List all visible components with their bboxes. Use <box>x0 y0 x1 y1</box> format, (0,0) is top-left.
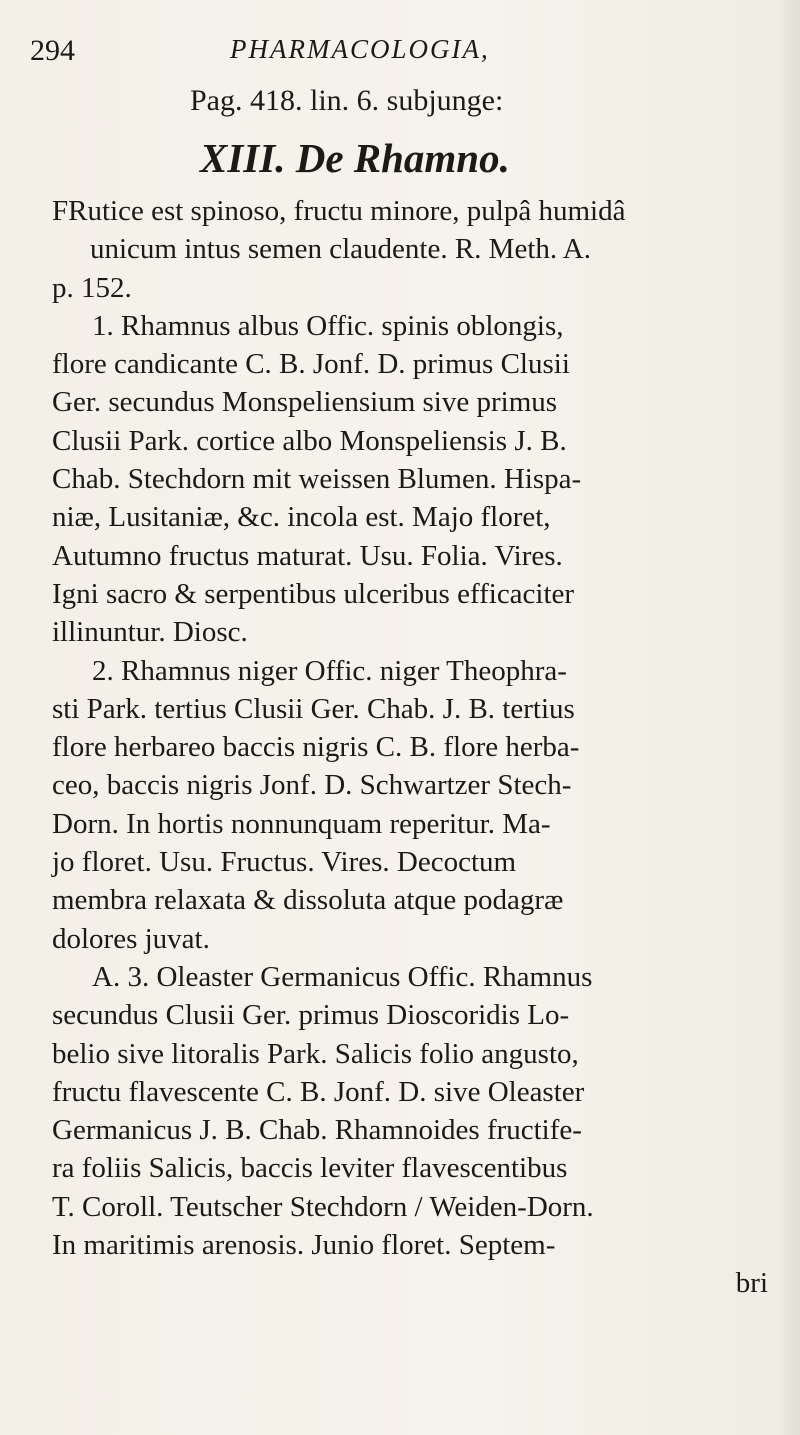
text-line: flore herbareo baccis nigris C. B. flore herba- <box>52 731 580 764</box>
bottom-margin <box>0 1320 800 1435</box>
text-line: niæ, Lusitaniæ, &c. incola est. Majo floret, <box>52 501 551 534</box>
text-line: unicum intus semen claudente. R. Meth. A. <box>90 233 591 266</box>
text-line: A. 3. Oleaster Germanicus Offic. Rhamnus <box>92 960 593 993</box>
text-line: fructu flavescente C. B. Jonf. D. sive Oleaster <box>52 1075 585 1108</box>
text-line: membra relaxata & dissoluta atque podagræ <box>52 884 564 917</box>
text-line: Autumno fructus maturat. Usu. Folia. Vires. <box>52 539 563 572</box>
text-line: T. Coroll. Teutscher Stechdorn / Weiden-Dorn. <box>52 1190 594 1223</box>
text-line: belio sive litoralis Park. Salicis folio angusto, <box>52 1037 579 1070</box>
section-heading: XIII. De Rhamno. <box>200 135 510 181</box>
page-reference-note: Pag. 418. lin. 6. subjunge: <box>190 84 504 117</box>
text-line: Dorn. In hortis nonnunquam reperitur. Ma- <box>52 807 551 840</box>
text-line: ra foliis Salicis, baccis leviter flavescentibus <box>52 1152 568 1185</box>
text-line: dolores juvat. <box>52 922 210 955</box>
text-line: FRutice est spinoso, fructu minore, pulpâ humidâ <box>52 195 626 227</box>
catchword: bri <box>735 1267 768 1300</box>
text-line: Germanicus J. B. Chab. Rhamnoides fructife- <box>52 1114 582 1147</box>
running-title: PHARMACOLOGIA, <box>230 34 490 64</box>
text-line: Igni sacro & serpentibus ulceribus efficaciter <box>52 577 575 610</box>
page-header <box>30 34 770 74</box>
page-edge-shadow <box>778 0 800 1435</box>
text-line: ceo, baccis nigris Jonf. D. Schwartzer Stech- <box>52 769 572 802</box>
text-line: sti Park. tertius Clusii Ger. Chab. J. B. tertius <box>52 692 575 725</box>
text-line: 1. Rhamnus albus Offic. spinis oblongis, <box>92 309 564 342</box>
text-line: jo floret. Usu. Fructus. Vires. Decoctum <box>52 846 517 879</box>
text-line: illinuntur. Diosc. <box>52 616 248 649</box>
body-text <box>52 192 780 1303</box>
page-number: 294 <box>30 34 75 67</box>
text-line: flore candicante C. B. Jonf. D. primus Clusii <box>52 348 570 381</box>
text-line: In maritimis arenosis. Junio floret. Septem- <box>52 1229 556 1262</box>
text-line: Chab. Stechdorn mit weissen Blumen. Hispa- <box>52 463 582 496</box>
text-line: p. 152. <box>52 271 132 304</box>
text-line: 2. Rhamnus niger Offic. niger Theophra- <box>92 654 567 687</box>
text-line: Clusii Park. cortice albo Monspeliensis J. B. <box>52 424 567 457</box>
text-line: Ger. secundus Monspeliensium sive primus <box>52 386 558 419</box>
text-line: secundus Clusii Ger. primus Dioscoridis Lo- <box>52 999 570 1032</box>
